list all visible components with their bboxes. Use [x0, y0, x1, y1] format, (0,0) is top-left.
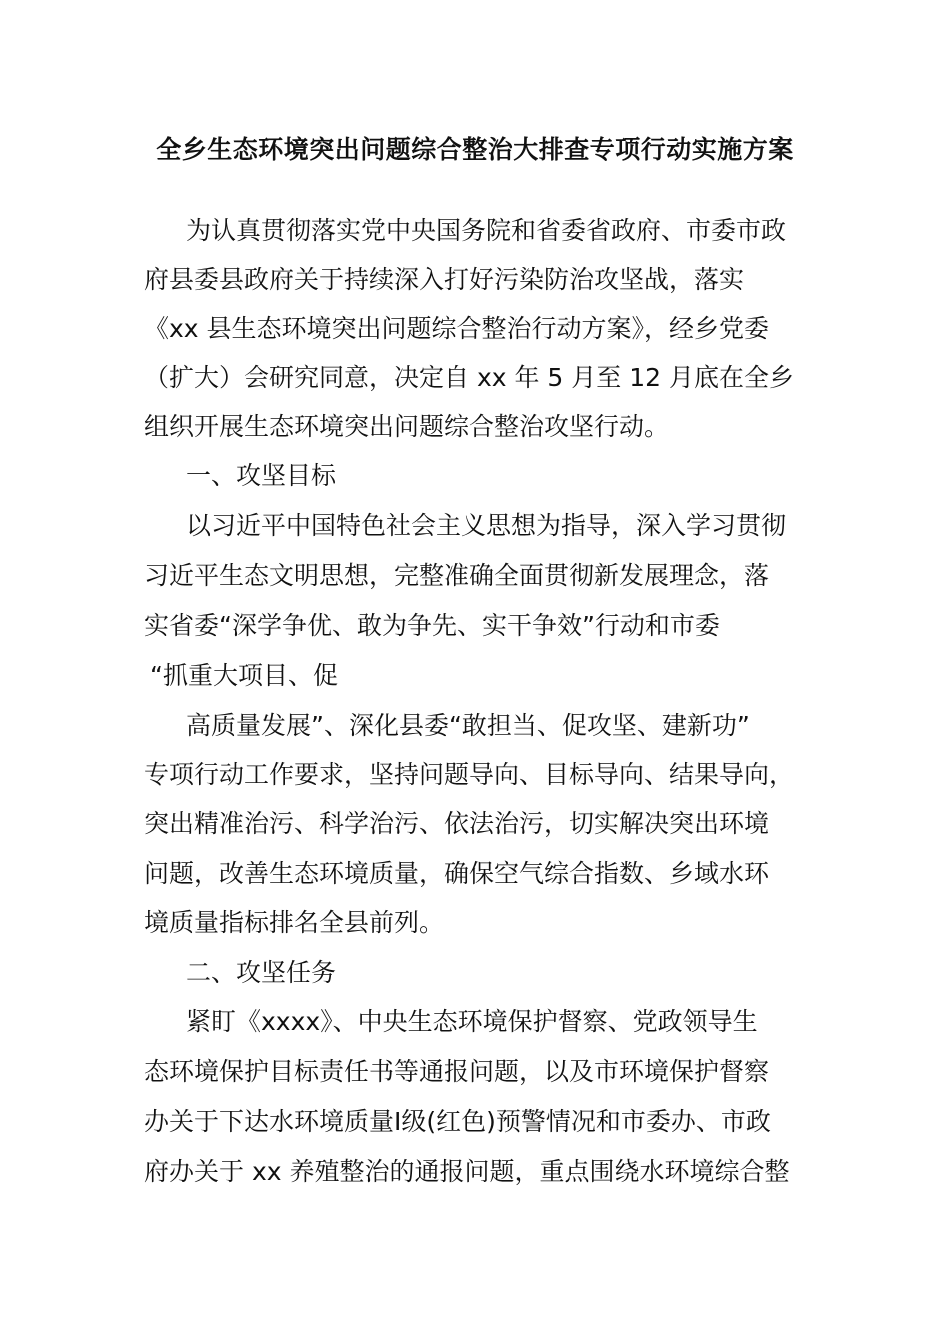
paragraph-line: 高质量发展”、深化县委“敢担当、促攻坚、建新功” — [186, 711, 750, 740]
paragraph-line: 专项行动工作要求，坚持问题导向、目标导向、结果导向， — [144, 760, 795, 789]
paragraph-line: 办关于下达水环境质量Ⅰ级(红色)预警情况和市委办、市政 — [144, 1107, 771, 1136]
paragraph-line: 实省委“深学争优、敢为争先、实干争效”行动和市委 — [144, 611, 720, 640]
paragraph-line: 问题，改善生态环境质量，确保空气综合指数、乡域水环 — [144, 859, 770, 888]
paragraph-line: 境质量指标排名全县前列。 — [144, 908, 445, 937]
paragraph-line: 态环境保护目标责任书等通报问题，以及市环境保护督察 — [144, 1057, 770, 1086]
paragraph-line: 府办关于 xx 养殖整治的通报问题，重点围绕水环境综合整 — [144, 1157, 790, 1186]
paragraph-line: 习近平生态文明思想，完整准确全面贯彻新发展理念，落 — [144, 561, 770, 590]
paragraph-line: 组织开展生态环境突出问题综合整治攻坚行动。 — [144, 412, 670, 441]
paragraph-line: 紧盯《xxxx》、中央生态环境保护督察、党政领导生 — [186, 1007, 758, 1036]
section-heading: 二、攻坚任务 — [186, 958, 337, 987]
paragraph-line: （扩大）会研究同意，决定自 xx 年 5 月至 12 月底在全乡 — [144, 363, 794, 392]
paragraph-line: “抓重大项目、促 — [150, 661, 338, 690]
paragraph-line: 府县委县政府关于持续深入打好污染防治攻坚战，落实 — [144, 265, 745, 294]
document-title: 全乡生态环境突出问题综合整治大排查专项行动实施方案 — [156, 135, 794, 164]
section-heading: 一、攻坚目标 — [186, 461, 337, 490]
paragraph-line: 以习近平中国特色社会主义思想为指导，深入学习贯彻 — [186, 511, 787, 540]
paragraph-line: 为认真贯彻落实党中央国务院和省委省政府、市委市政 — [186, 216, 787, 245]
paragraph-line: 《xx 县生态环境突出问题综合整治行动方案》，经乡党委 — [144, 314, 770, 343]
paragraph-line: 突出精准治污、科学治污、依法治污，切实解决突出环境 — [144, 809, 770, 838]
